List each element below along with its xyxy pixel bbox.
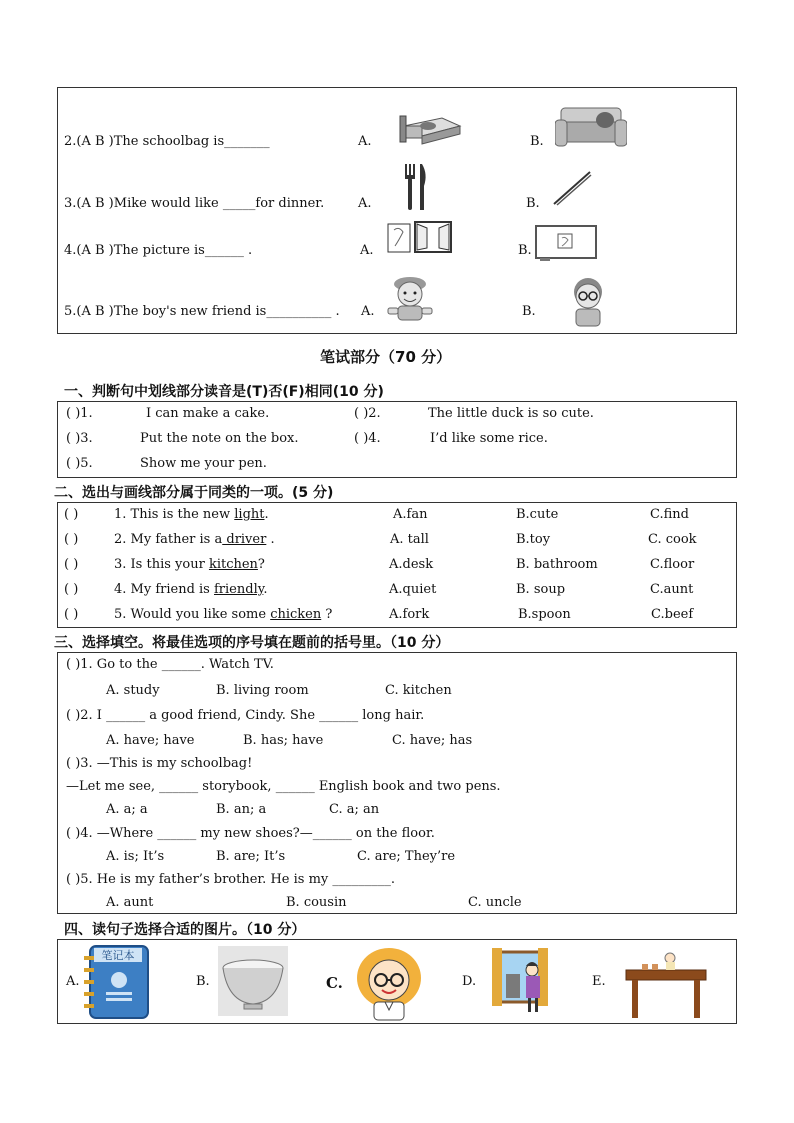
s3-q1-opt-a: A. study [106, 683, 160, 698]
s1-item5-text: Show me your pen. [140, 456, 267, 471]
s3-q5-opt-a: A. aunt [106, 895, 154, 910]
s3-q1: ( )1. Go to the ______. Watch TV. [66, 657, 274, 672]
s2-row-3 [58, 557, 736, 577]
s3-q4-opt-c: C. are; They’re [357, 849, 456, 864]
listening-q4: 4.(A B )The picture is______ . [64, 243, 253, 258]
s3-q3-line2: —Let me see, ______ storybook, ______ English book and two pens. [66, 779, 501, 794]
chopsticks-image [552, 170, 592, 206]
s2-row4-a: A.quiet [389, 582, 437, 597]
s1-item3-paren: ( )3. [66, 431, 93, 446]
s3-q5-opt-c: C. uncle [468, 895, 522, 910]
listening-q2: 2.(A B )The schoolbag is_______ [64, 134, 270, 149]
girl-at-window-image [492, 948, 556, 1018]
listening-q5: 5.(A B )The boy's new friend is__________ . [64, 304, 340, 319]
listening-q4-b: B. [518, 243, 532, 258]
s2-row2-end: . [266, 532, 275, 547]
s4-label-e: E. [592, 974, 606, 989]
s3-q4: ( )4. —Where ______ my new shoes?—______ on the floor. [66, 826, 435, 841]
s1-item4-text: I’d like some rice. [430, 431, 548, 446]
s3-q2-opt-a: A. have; have [106, 733, 195, 748]
s3-q2: ( )2. I ______ a good friend, Cindy. She ______ long hair. [66, 708, 425, 723]
s2-row1-sentence [114, 507, 269, 522]
s3-q3-opt-c: C. a; an [329, 802, 380, 817]
section1-title: 一、判断句中划线部分读音是(T)否(F)相同(10 分) [64, 384, 384, 400]
s2-row4-sentence [114, 582, 268, 597]
s2-row-2 [58, 532, 736, 552]
s4-label-b: B. [196, 974, 210, 989]
s3-q5: ( )5. He is my father’s brother. He is my _________. [66, 872, 396, 887]
s2-row4-paren: ( ) [64, 582, 79, 597]
boy-with-glasses-image [562, 276, 614, 328]
sofa-image [555, 104, 627, 152]
s1-item5-paren: ( )5. [66, 456, 93, 471]
s2-row4-underlined: friendly [214, 582, 264, 597]
s2-row5-paren: ( ) [64, 607, 79, 622]
bowl-image [218, 946, 288, 1016]
s1-item3-text: Put the note on the box. [140, 431, 299, 446]
s2-row-4 [58, 582, 736, 602]
s3-q3-opt-b: B. an; a [216, 802, 267, 817]
s3-q1-opt-b: B. living room [216, 683, 309, 698]
s2-row5-underlined: chicken [270, 607, 322, 622]
s2-row3-a: A.desk [389, 557, 434, 572]
s2-row2-stem: 2. My father is a [114, 532, 223, 547]
section3-box [57, 652, 737, 914]
boy-with-cap-image [386, 274, 434, 322]
s2-row2-paren: ( ) [64, 532, 79, 547]
s2-row1-stem: 1. This is the new [114, 507, 231, 522]
s2-row2-a: A. tall [390, 532, 429, 547]
s2-row5-b: B.spoon [518, 607, 571, 622]
s2-row1-underlined: light [234, 507, 265, 522]
s4-label-a: A. [66, 974, 80, 989]
table-image [622, 948, 710, 1020]
s1-item2-paren: ( )2. [354, 406, 381, 421]
s2-row4-c: C.aunt [650, 582, 694, 597]
s3-q4-opt-a: A. is; It’s [106, 849, 165, 864]
s2-row1-paren: ( ) [64, 507, 79, 522]
s1-item1-paren: ( )1. [66, 406, 93, 421]
s2-row1-end: . [264, 507, 269, 522]
s2-row2-underlined: driver [222, 532, 267, 547]
s2-row5-end: ? [321, 607, 333, 622]
picture-on-board-image [534, 224, 598, 264]
s2-row4-end: . [263, 582, 268, 597]
s3-q2-opt-c: C. have; has [392, 733, 473, 748]
s2-row1-c: C.find [650, 507, 689, 522]
section2-box [57, 502, 737, 628]
s2-row1-b: B.cute [516, 507, 559, 522]
bed-image [398, 108, 462, 146]
section4-box [57, 939, 737, 1024]
s2-row5-sentence [114, 607, 332, 622]
s2-row1-a: A.fan [393, 507, 428, 522]
s2-row3-stem: 3. Is this your [114, 557, 205, 572]
listening-q3-b: B. [526, 196, 540, 211]
s2-row4-stem: 4. My friend is [114, 582, 210, 597]
listening-q2-a: A. [358, 134, 372, 149]
girl-with-glasses-image [352, 944, 426, 1022]
s2-row3-b: B. bathroom [516, 557, 598, 572]
listening-q2-b: B. [530, 134, 544, 149]
s2-row-5 [58, 607, 736, 627]
s2-row4-b: B. soup [516, 582, 566, 597]
s2-row5-c: C.beef [651, 607, 694, 622]
s2-row3-c: C.floor [650, 557, 695, 572]
listening-q5-b: B. [522, 304, 536, 319]
written-section-title: 笔试部分（70 分） [320, 348, 452, 366]
s2-row5-stem: 5. Would you like some [114, 607, 267, 622]
listening-q3-a: A. [358, 196, 372, 211]
section4-title: 四、读句子选择合适的图片。（10 分） [64, 922, 306, 938]
s2-row2-b: B.toy [516, 532, 551, 547]
s2-row3-underlined: kitchen [208, 557, 258, 572]
notebook-text: 笔记本 [101, 949, 135, 962]
s3-q4-opt-b: B. are; It’s [216, 849, 286, 864]
listening-q3: 3.(A B )Mike would like _____for dinner. [64, 196, 325, 211]
s3-q1-opt-c: C. kitchen [385, 683, 452, 698]
notebook-image [84, 944, 154, 1020]
s2-row3-end: ? [257, 557, 265, 572]
section2-title: 二、选出与画线部分属于同类的一项。(5 分) [54, 485, 334, 501]
s2-row3-paren: ( ) [64, 557, 79, 572]
listening-q5-a: A. [361, 304, 375, 319]
s2-row2-sentence [114, 532, 275, 547]
section3-title: 三、选择填空。将最佳选项的序号填在题前的括号里。（10 分） [54, 635, 450, 651]
s3-q2-opt-b: B. has; have [243, 733, 324, 748]
listening-q4-a: A. [360, 243, 374, 258]
s4-label-c: C. [326, 974, 343, 992]
section1-box [57, 401, 737, 478]
s2-row2-c: C. cook [648, 532, 697, 547]
s3-q5-opt-b: B. cousin [286, 895, 347, 910]
s2-row3-sentence [114, 557, 265, 572]
s2-row-1 [58, 507, 736, 527]
picture-by-window-image [387, 220, 453, 254]
s1-item1-text: I can make a cake. [146, 406, 270, 421]
s3-q3: ( )3. —This is my schoolbag! [66, 756, 253, 771]
s4-label-d: D. [462, 974, 477, 989]
s3-q3-opt-a: A. a; a [106, 802, 148, 817]
s1-item2-text: The little duck is so cute. [428, 406, 594, 421]
fork-knife-image [400, 164, 430, 210]
s2-row5-a: A.fork [389, 607, 430, 622]
s1-item4-paren: ( )4. [354, 431, 381, 446]
